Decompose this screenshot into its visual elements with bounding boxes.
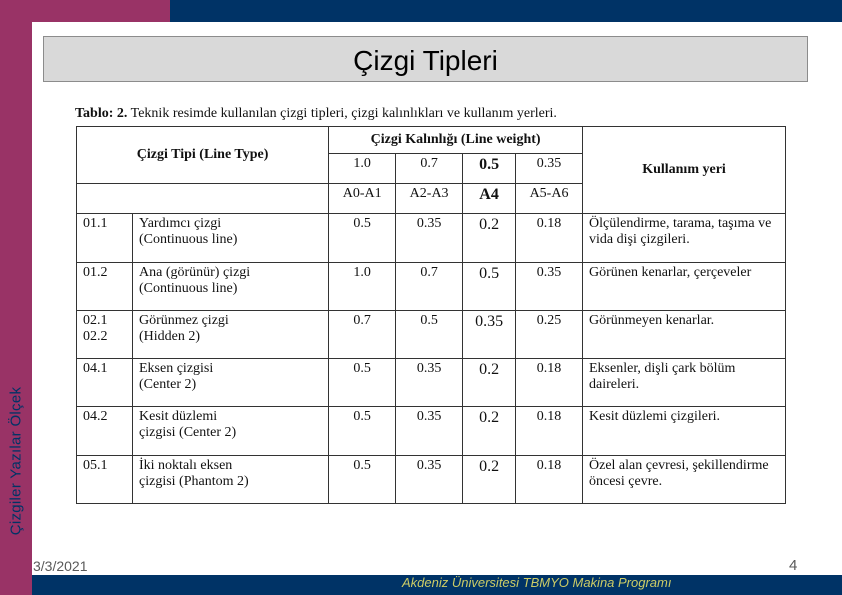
weight-value: 0.5 [329, 214, 396, 262]
weight-value: 0.2 [463, 359, 516, 407]
line-name [133, 262, 329, 310]
line-name-tr: Ana (görünür) çizgi [139, 264, 251, 280]
weight-value: 1.0 [329, 262, 396, 310]
weight-value: 0.35 [396, 455, 463, 503]
caption-text: Teknik resimde kullanılan çizgi tipleri, çizgi kalınlıkları ve kullanım yerleri. [127, 106, 557, 121]
line-name [133, 214, 329, 262]
table-row [77, 407, 786, 455]
weight-header: 0.5 [463, 154, 516, 184]
empty-header-cell [77, 184, 329, 214]
table-row [77, 214, 786, 262]
line-name [133, 310, 329, 358]
weight-value: 0.2 [463, 455, 516, 503]
weight-value: 0.5 [329, 455, 396, 503]
header-line-type: Çizgi Tipi (Line Type) [77, 127, 329, 184]
header-line-weight: Çizgi Kalınlığı (Line weight) [329, 127, 583, 154]
line-name-en: (Continuous line) [139, 280, 238, 296]
usage-text: Eksenler, dişli çark bölüm daireleri. [583, 359, 786, 407]
slide-date: 3/3/2021 [33, 558, 88, 574]
top-bar [170, 0, 842, 22]
line-name-en: çizgisi (Phantom 2) [139, 473, 249, 489]
table-caption [75, 106, 557, 122]
weight-value: 0.18 [516, 359, 583, 407]
line-code: 04.2 [77, 407, 133, 455]
weight-value: 0.18 [516, 214, 583, 262]
weight-value: 0.7 [329, 310, 396, 358]
line-name-tr: Kesit düzlemi [139, 409, 218, 425]
paper-size-header: A2-A3 [396, 184, 463, 214]
line-name [133, 455, 329, 503]
table-row [77, 310, 786, 358]
weight-value: 0.5 [329, 407, 396, 455]
weight-value: 0.2 [463, 407, 516, 455]
weight-value: 0.18 [516, 407, 583, 455]
paper-size-header: A0-A1 [329, 184, 396, 214]
weight-header: 0.7 [396, 154, 463, 184]
line-code: 04.1 [77, 359, 133, 407]
weight-header: 1.0 [329, 154, 396, 184]
usage-text: Özel alan çevresi, şekillendirme öncesi çevre. [583, 455, 786, 503]
weight-header: 0.35 [516, 154, 583, 184]
weight-value: 0.18 [516, 455, 583, 503]
caption-label: Tablo: 2. [75, 106, 128, 121]
weight-value: 0.35 [516, 262, 583, 310]
bottom-left-accent [0, 575, 32, 595]
line-name-en: (Center 2) [139, 377, 197, 393]
side-title: Çizgiler Yazılar Ölçek [7, 386, 25, 536]
line-name-tr: Yardımcı çizgi [139, 216, 222, 232]
top-left-accent [32, 0, 170, 22]
paper-size-header: A4 [463, 184, 516, 214]
page-number: 4 [789, 557, 798, 574]
weight-value: 0.35 [463, 310, 516, 358]
line-name [133, 407, 329, 455]
usage-text: Kesit düzlemi çizgileri. [583, 407, 786, 455]
weight-value: 0.5 [396, 310, 463, 358]
weight-value: 0.35 [396, 407, 463, 455]
line-name [133, 359, 329, 407]
weight-value: 0.2 [463, 214, 516, 262]
line-types-table [76, 126, 786, 504]
line-code: 01.2 [77, 262, 133, 310]
header-usage: Kullanım yeri [583, 127, 786, 214]
weight-value: 0.5 [329, 359, 396, 407]
line-name-tr: İki noktalı eksen [139, 457, 233, 473]
line-name-tr: Görünmez çizgi [139, 312, 229, 328]
weight-value: 0.5 [463, 262, 516, 310]
weight-value: 0.35 [396, 359, 463, 407]
line-code [77, 310, 133, 358]
usage-text: Görünmeyen kenarlar. [583, 310, 786, 358]
footer-text: Akdeniz Üniversitesi TBMYO Makina Programı [402, 575, 672, 590]
line-code: 05.1 [77, 455, 133, 503]
line-code: 01.1 [77, 214, 133, 262]
title-box [43, 36, 808, 82]
weight-value: 0.7 [396, 262, 463, 310]
usage-text: Görünen kenarlar, çerçeveler [583, 262, 786, 310]
weight-value: 0.25 [516, 310, 583, 358]
table-row [77, 262, 786, 310]
line-name-en: (Continuous line) [139, 232, 238, 248]
table-row [77, 359, 786, 407]
line-code-1: 02.1 [83, 312, 108, 328]
usage-text: Ölçülendirme, tarama, taşıma ve vida dişi çizgileri. [583, 214, 786, 262]
page-title: Çizgi Tipleri [353, 45, 498, 76]
header-row-1 [77, 127, 786, 154]
paper-size-header: A5-A6 [516, 184, 583, 214]
table-row [77, 455, 786, 503]
line-name-en: çizgisi (Center 2) [139, 425, 237, 441]
line-name-en: (Hidden 2) [139, 328, 201, 344]
weight-value: 0.35 [396, 214, 463, 262]
line-name-tr: Eksen çizgisi [139, 361, 214, 377]
line-code-2: 02.2 [83, 328, 108, 344]
